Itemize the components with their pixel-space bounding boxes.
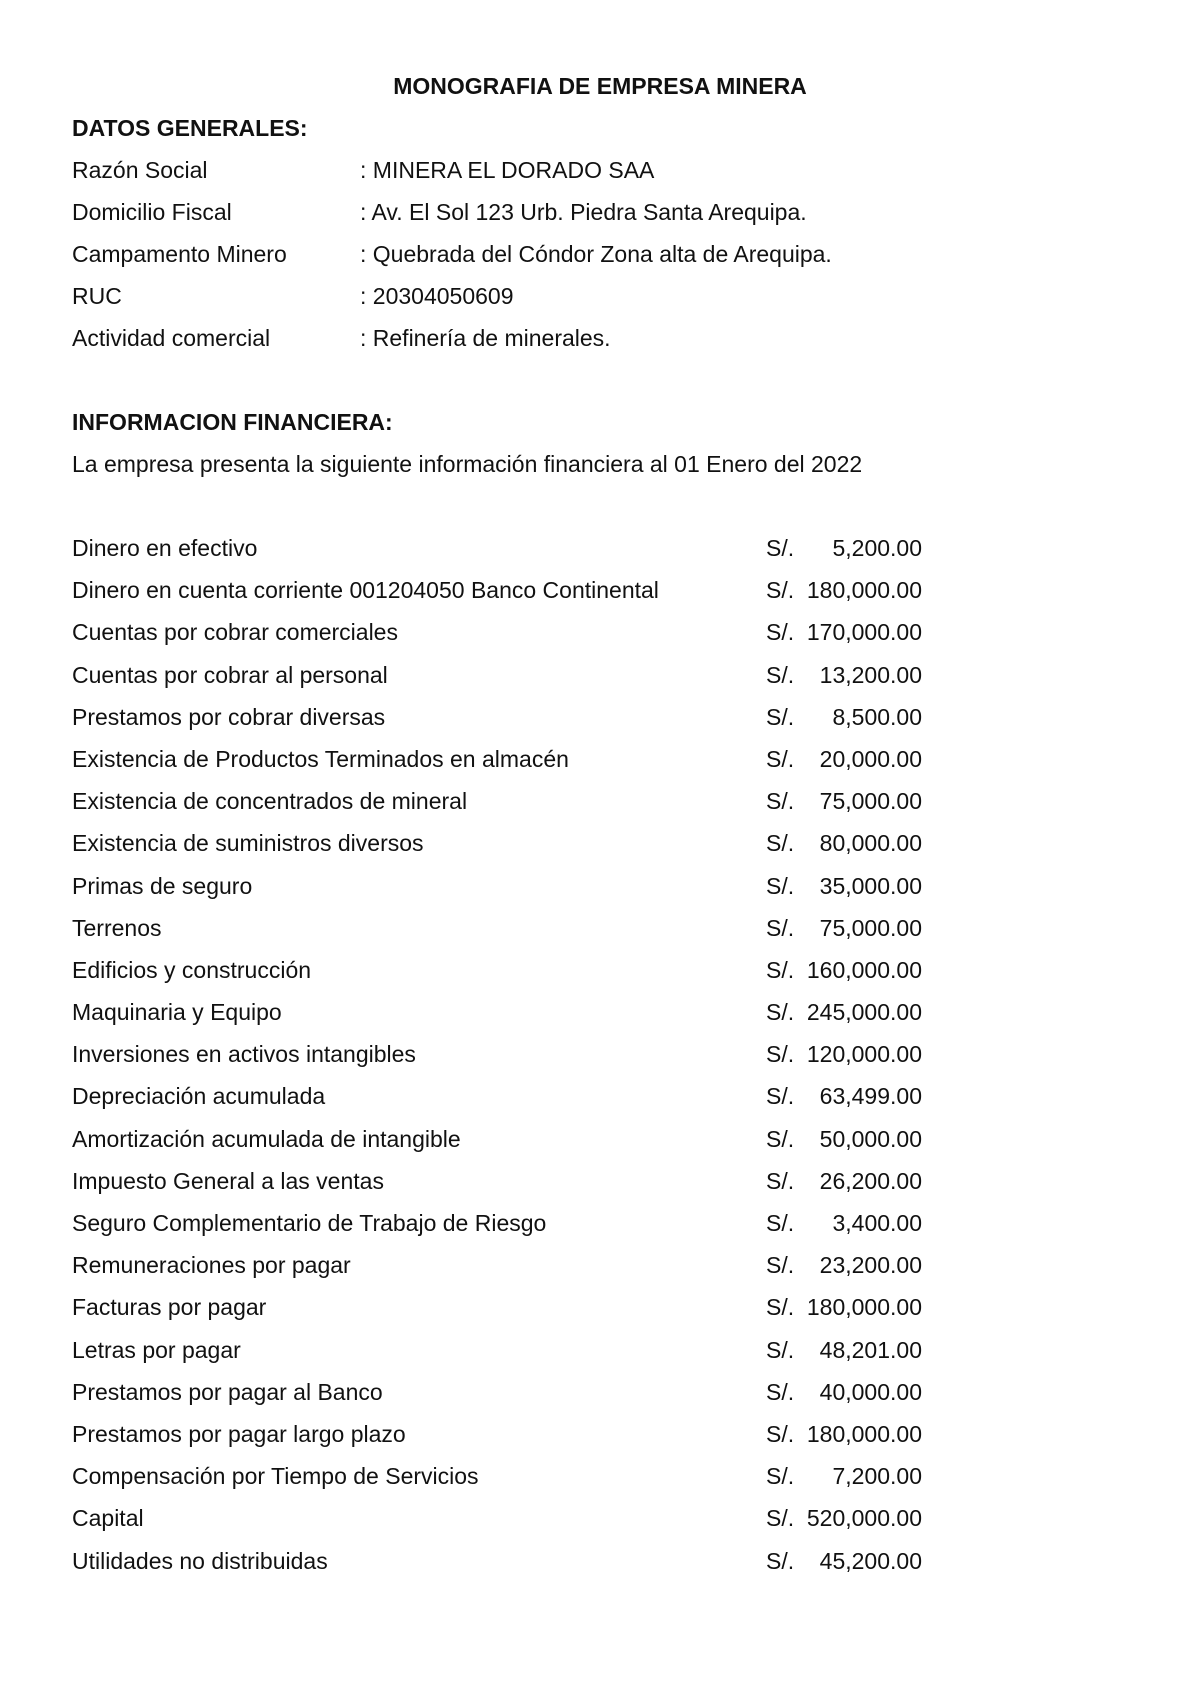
- financial-item-row: [72, 703, 932, 745]
- currency-symbol: S/.: [766, 1420, 795, 1447]
- financial-item-amount: 75,000.00: [819, 914, 922, 941]
- financial-item-amount: 170,000.00: [806, 619, 922, 646]
- financial-item-label: Inversiones en activos intangibles: [72, 1041, 416, 1068]
- financial-item-label: Prestamos por cobrar diversas: [72, 703, 386, 730]
- financial-item-label: Primas de seguro: [72, 872, 253, 899]
- currency-symbol: S/.: [766, 619, 795, 646]
- currency-symbol: S/.: [766, 1378, 795, 1405]
- currency-symbol: S/.: [766, 1547, 795, 1574]
- currency-symbol: S/.: [766, 661, 795, 688]
- currency-symbol: S/.: [766, 1505, 795, 1532]
- financial-item-row: [72, 1040, 932, 1082]
- financial-item-row: [72, 1504, 932, 1546]
- financial-item-amount: 50,000.00: [819, 1125, 922, 1152]
- financial-item-row: [72, 661, 932, 703]
- financial-item-label: Existencia de Productos Terminados en almacén: [72, 745, 569, 772]
- financial-item-row: [72, 1251, 932, 1293]
- financial-item-amount: 7,200.00: [832, 1463, 922, 1490]
- currency-symbol: S/.: [766, 1294, 795, 1321]
- general-label: Campamento Minero: [72, 241, 287, 267]
- financial-item-row: [72, 576, 932, 618]
- financial-item-row: [72, 1547, 932, 1589]
- financial-item-row: [72, 956, 932, 998]
- financial-item-amount: 160,000.00: [806, 956, 922, 983]
- financial-item-label: Dinero en cuenta corriente 001204050 Banco Continental: [72, 577, 659, 604]
- general-label: Razón Social: [72, 157, 208, 183]
- financial-item-amount: 5,200.00: [832, 535, 922, 561]
- financial-item-amount: 40,000.00: [819, 1378, 922, 1405]
- financial-item-amount: 520,000.00: [806, 1505, 922, 1532]
- financial-item-label: Compensación por Tiempo de Servicios: [72, 1463, 479, 1490]
- financial-item-amount: 180,000.00: [806, 1294, 922, 1321]
- financial-info-heading: INFORMACION FINANCIERA:: [72, 409, 393, 435]
- financial-item-label: Cuentas por cobrar al personal: [72, 661, 388, 688]
- general-label: RUC: [72, 283, 122, 309]
- general-value: : Av. El Sol 123 Urb. Piedra Santa Arequipa.: [360, 199, 807, 225]
- financial-item-amount: 75,000.00: [819, 788, 922, 815]
- financial-item-label: Letras por pagar: [72, 1336, 241, 1363]
- currency-symbol: S/.: [766, 745, 795, 772]
- currency-symbol: S/.: [766, 1252, 795, 1279]
- currency-symbol: S/.: [766, 535, 795, 561]
- financial-item-amount: 63,499.00: [819, 1083, 922, 1110]
- financial-item-row: [72, 1378, 932, 1420]
- financial-item-label: Impuesto General a las ventas: [72, 1167, 384, 1194]
- financial-item-row: [72, 1293, 932, 1335]
- financial-item-label: Facturas por pagar: [72, 1294, 267, 1321]
- currency-symbol: S/.: [766, 914, 795, 941]
- financial-item-row: [72, 872, 932, 914]
- financial-item-label: Existencia de concentrados de mineral: [72, 788, 468, 815]
- financial-item-amount: 26,200.00: [819, 1167, 922, 1194]
- general-value: : Quebrada del Cóndor Zona alta de Arequipa.: [360, 241, 832, 267]
- financial-items-list: [72, 534, 932, 1589]
- financial-item-label: Seguro Complementario de Trabajo de Riesgo: [72, 1210, 547, 1236]
- currency-symbol: S/.: [766, 1125, 795, 1152]
- financial-item-row: [72, 1167, 932, 1209]
- financial-item-amount: 48,201.00: [819, 1336, 922, 1363]
- financial-item-label: Cuentas por cobrar comerciales: [72, 619, 398, 646]
- financial-item-row: [72, 1420, 932, 1462]
- financial-item-amount: 120,000.00: [806, 1041, 922, 1068]
- currency-symbol: S/.: [766, 872, 795, 899]
- general-value: : MINERA EL DORADO SAA: [360, 157, 655, 183]
- financial-intro-text: La empresa presenta la siguiente información financiera al 01 Enero del 2022: [72, 451, 863, 477]
- currency-symbol: S/.: [766, 1041, 795, 1068]
- financial-item-row: [72, 998, 932, 1040]
- financial-item-row: [72, 534, 932, 576]
- currency-symbol: S/.: [766, 1083, 795, 1110]
- financial-item-amount: 20,000.00: [819, 745, 922, 772]
- financial-item-amount: 80,000.00: [819, 830, 922, 857]
- financial-item-label: Remuneraciones por pagar: [72, 1252, 351, 1279]
- currency-symbol: S/.: [766, 788, 795, 815]
- financial-item-row: [72, 745, 932, 787]
- general-label: Actividad comercial: [72, 325, 271, 351]
- financial-item-amount: 3,400.00: [832, 1210, 922, 1236]
- currency-symbol: S/.: [766, 1336, 795, 1363]
- financial-item-row: [72, 1462, 932, 1504]
- financial-item-row: [72, 618, 932, 660]
- financial-item-row: [72, 1125, 932, 1167]
- general-data-heading: DATOS GENERALES:: [72, 115, 308, 141]
- general-label: Domicilio Fiscal: [72, 199, 232, 225]
- financial-item-amount: 8,500.00: [832, 703, 922, 730]
- currency-symbol: S/.: [766, 1167, 795, 1194]
- financial-item-label: Prestamos por pagar largo plazo: [72, 1420, 406, 1447]
- financial-item-label: Edificios y construcción: [72, 956, 312, 983]
- financial-item-row: [72, 914, 932, 956]
- financial-item-label: Capital: [72, 1505, 144, 1532]
- financial-item-amount: 13,200.00: [819, 661, 922, 688]
- currency-symbol: S/.: [766, 956, 795, 983]
- financial-item-row: [72, 787, 932, 829]
- financial-item-label: Maquinaria y Equipo: [72, 999, 282, 1026]
- currency-symbol: S/.: [766, 703, 795, 730]
- general-value: : Refinería de minerales.: [360, 325, 611, 351]
- currency-symbol: S/.: [766, 999, 795, 1026]
- financial-item-amount: 35,000.00: [819, 872, 922, 899]
- general-value: : 20304050609: [360, 283, 514, 309]
- financial-item-label: Depreciación acumulada: [72, 1083, 326, 1110]
- financial-item-row: [72, 1082, 932, 1124]
- financial-item-amount: 180,000.00: [806, 577, 922, 604]
- financial-item-amount: 245,000.00: [806, 999, 922, 1026]
- document-title: MONOGRAFIA DE EMPRESA MINERA: [393, 73, 807, 99]
- financial-item-label: Existencia de suministros diversos: [72, 830, 424, 857]
- currency-symbol: S/.: [766, 1463, 795, 1490]
- currency-symbol: S/.: [766, 830, 795, 857]
- financial-item-amount: 180,000.00: [806, 1420, 922, 1447]
- financial-item-label: Prestamos por pagar al Banco: [72, 1378, 383, 1405]
- financial-item-label: Utilidades no distribuidas: [72, 1547, 328, 1574]
- financial-item-row: [72, 829, 932, 871]
- financial-item-row: [72, 1336, 932, 1378]
- financial-item-label: Terrenos: [72, 914, 162, 941]
- financial-item-row: [72, 1209, 932, 1251]
- financial-item-label: Dinero en efectivo: [72, 535, 258, 561]
- financial-item-amount: 23,200.00: [819, 1252, 922, 1279]
- financial-item-amount: 45,200.00: [819, 1547, 922, 1574]
- currency-symbol: S/.: [766, 577, 795, 604]
- currency-symbol: S/.: [766, 1210, 795, 1236]
- financial-item-label: Amortización acumulada de intangible: [72, 1125, 461, 1152]
